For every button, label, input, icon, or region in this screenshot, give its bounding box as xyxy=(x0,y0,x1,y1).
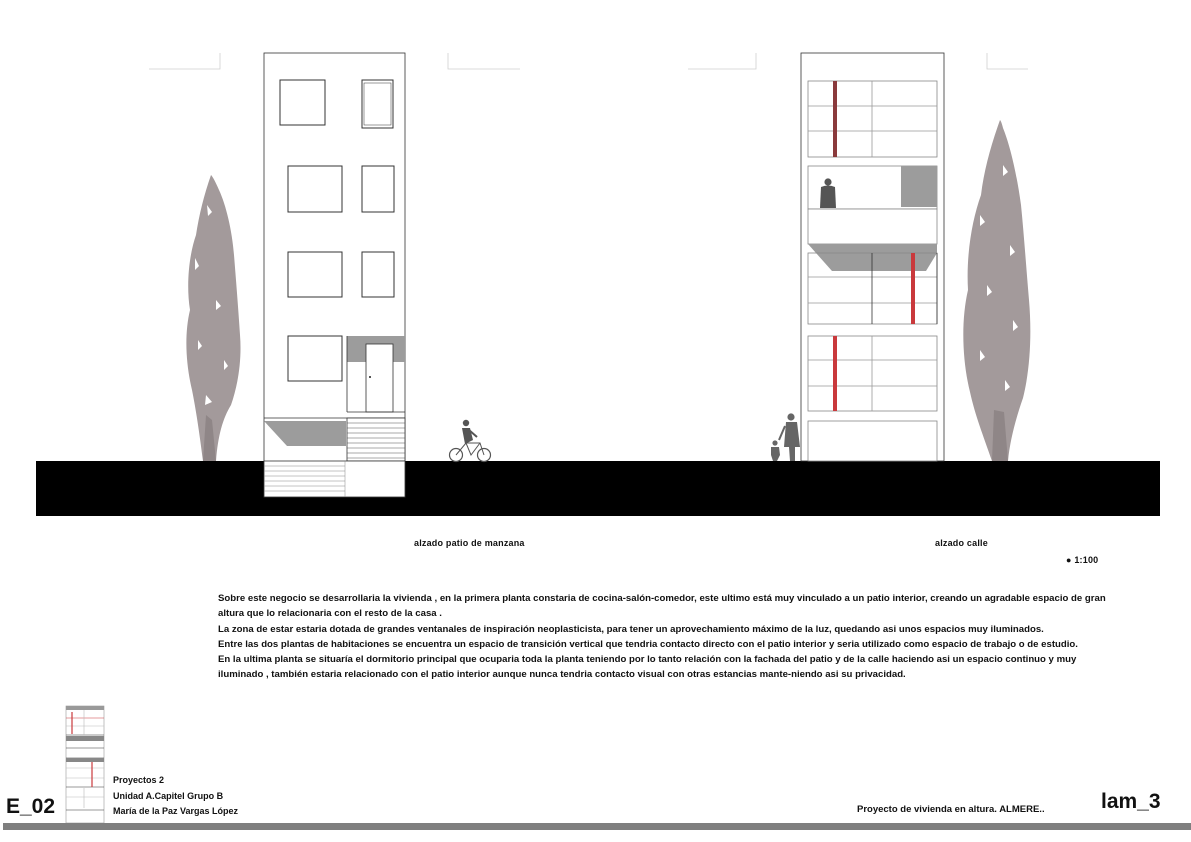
adult-with-child-silhouette xyxy=(771,413,800,461)
unit-name: Unidad A.Capitel Grupo B xyxy=(113,790,224,801)
left-elevation-building xyxy=(264,53,405,497)
ground-slab xyxy=(36,461,1160,516)
basement-section xyxy=(264,461,405,497)
author-name: María de la Paz Vargas López xyxy=(113,806,239,816)
sheet-code: E_02 xyxy=(6,795,56,818)
project-description xyxy=(218,591,1123,683)
section-thumbnail xyxy=(66,706,104,823)
right-elevation-building xyxy=(801,53,944,461)
credits-block xyxy=(113,773,238,820)
cyclist-silhouette xyxy=(450,420,491,462)
caption-patio-elevation: alzado patio de manzana xyxy=(414,538,525,548)
sheet-number: lam_3 xyxy=(1101,790,1161,813)
description-paragraph: La zona de estar estaria dotada de grandes ventanales de inspiración neoplasticista, para tener un aprovechamiento máximo de la luz, quedando asi unos espacios muy iluminados. xyxy=(218,623,1044,635)
footer-bar xyxy=(3,823,1191,830)
street-ground-opening xyxy=(808,421,937,461)
scale-label: ● 1:100 xyxy=(1066,555,1099,565)
caption-street-elevation: alzado calle xyxy=(935,538,988,548)
project-title: Proyecto de vivienda en altura. ALMERE.. xyxy=(857,804,1045,815)
stairs xyxy=(347,418,405,461)
cypress-tree-right xyxy=(963,120,1030,461)
description-paragraph: Entre las dos plantas de habitaciones se encuentra un espacio de transición vertical que tendria contacto directo con el patio interior y seria utilizado como espacio de trabajo o de estudio. xyxy=(218,638,1078,650)
cypress-tree-left xyxy=(186,175,240,461)
description-paragraph: En la ultima planta se situaría el dormitorio principal que ocuparia toda la planta teniendo por lo tanto relación con la fachada del patio y de la calle haciendo asi un espacio continuo y muy iluminado , también estaria relacionado con el patio interior aunque nunca tendria contacto visual con otras estancias mante-niendo asi su privacidad. xyxy=(218,654,1077,681)
course-name: Proyectos 2 xyxy=(113,775,165,785)
description-paragraph: Sobre este negocio se desarrollaria la vivienda , en la primera planta constaria de cocina-salón-comedor, este ultimo está muy vinculado a un patio interior, creando un agradable espacio de gran altura que lo relacionaria con el resto de la casa . xyxy=(218,593,1106,620)
